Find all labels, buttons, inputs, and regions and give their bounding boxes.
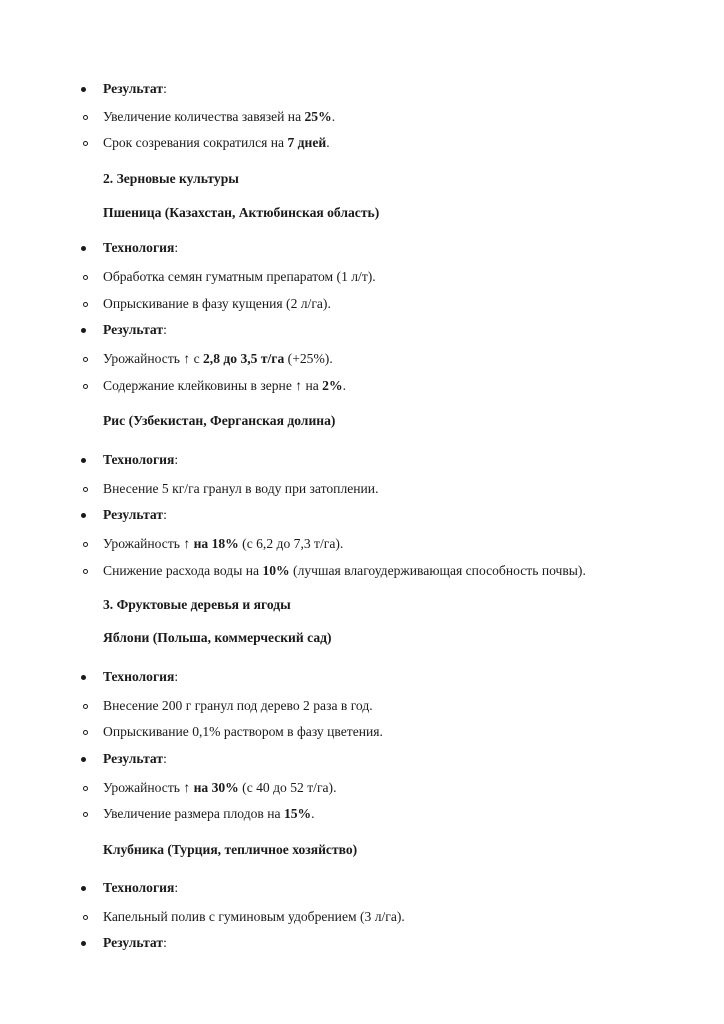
bullet-hollow-icon	[83, 141, 88, 146]
bullet-hollow-icon	[83, 542, 88, 547]
bullet-hollow-icon	[83, 569, 88, 574]
crop-title: Пшеница (Казахстан, Актюбинская область)	[103, 205, 380, 220]
bullet-hollow-icon	[83, 275, 88, 280]
crop-title: Клубника (Турция, тепличное хозяйство)	[103, 842, 358, 857]
bullet-hollow-icon	[83, 487, 88, 492]
section-heading: 2. Зерновые культуры	[103, 171, 239, 186]
bullet-filled-icon	[81, 458, 86, 463]
bullet-filled-icon	[81, 87, 86, 92]
bullet-hollow-icon	[83, 786, 88, 791]
section-heading: 3. Фруктовые деревья и ягоды	[103, 597, 291, 612]
bullet-hollow-icon	[83, 730, 88, 735]
bullet-filled-icon	[81, 941, 86, 946]
bullet-hollow-icon	[83, 812, 88, 817]
bullet-filled-icon	[81, 886, 86, 891]
bullet-hollow-icon	[83, 915, 88, 920]
bullet-hollow-icon	[83, 302, 88, 307]
document-page: Результат: Увеличение количества завязей на 25%. Срок созревания сократился на 7 дней. 2. Зерновые культуры Пшеница (Казахстан, Актюбинская область) Технология: Обработка семян гуматным препаратом (1 л/т). Опрыскивание в фазу кущения (2 л/га). Результат: Урожайность ↑ с 2,8 до 3,5 т/га (+25%). Содержание клейковины в зерне ↑ на 2%. Рис (Узбекистан, Ферганская долина) Технология: Внесение 5 кг/га гранул в воду при затоплении. Результат: Урожайность ↑ на 18% (с 6,2 до 7,3 т/га). Снижение расхода воды на 10% (лучшая влагоудерживающая способность почвы). 3. Фруктовые деревья и ягоды Яблони (Польша, коммерческий сад) Технология: Внесение 200 г гранул под дерево 2 раза в год. Опрыскивание 0,1% раствором в фазу цветения. Результат: Урожайность ↑ на 30% (с 40 до 52 т/га). Увеличение размера плодов на 15%. Клубника (Турция, тепличное хозяйство) Технология: Капельный полив с гуминовым удобрением (3 л/га). Результат:	[0, 0, 724, 1024]
crop-title: Яблони (Польша, коммерческий сад)	[103, 630, 332, 645]
bullet-filled-icon	[81, 328, 86, 333]
bullet-hollow-icon	[83, 357, 88, 362]
bullet-hollow-icon	[83, 115, 88, 120]
bullet-hollow-icon	[83, 704, 88, 709]
bullet-filled-icon	[81, 675, 86, 680]
bullet-hollow-icon	[83, 384, 88, 389]
bullet-filled-icon	[81, 246, 86, 251]
bullet-filled-icon	[81, 513, 86, 518]
crop-title: Рис (Узбекистан, Ферганская долина)	[103, 413, 336, 428]
bullet-filled-icon	[81, 757, 86, 762]
